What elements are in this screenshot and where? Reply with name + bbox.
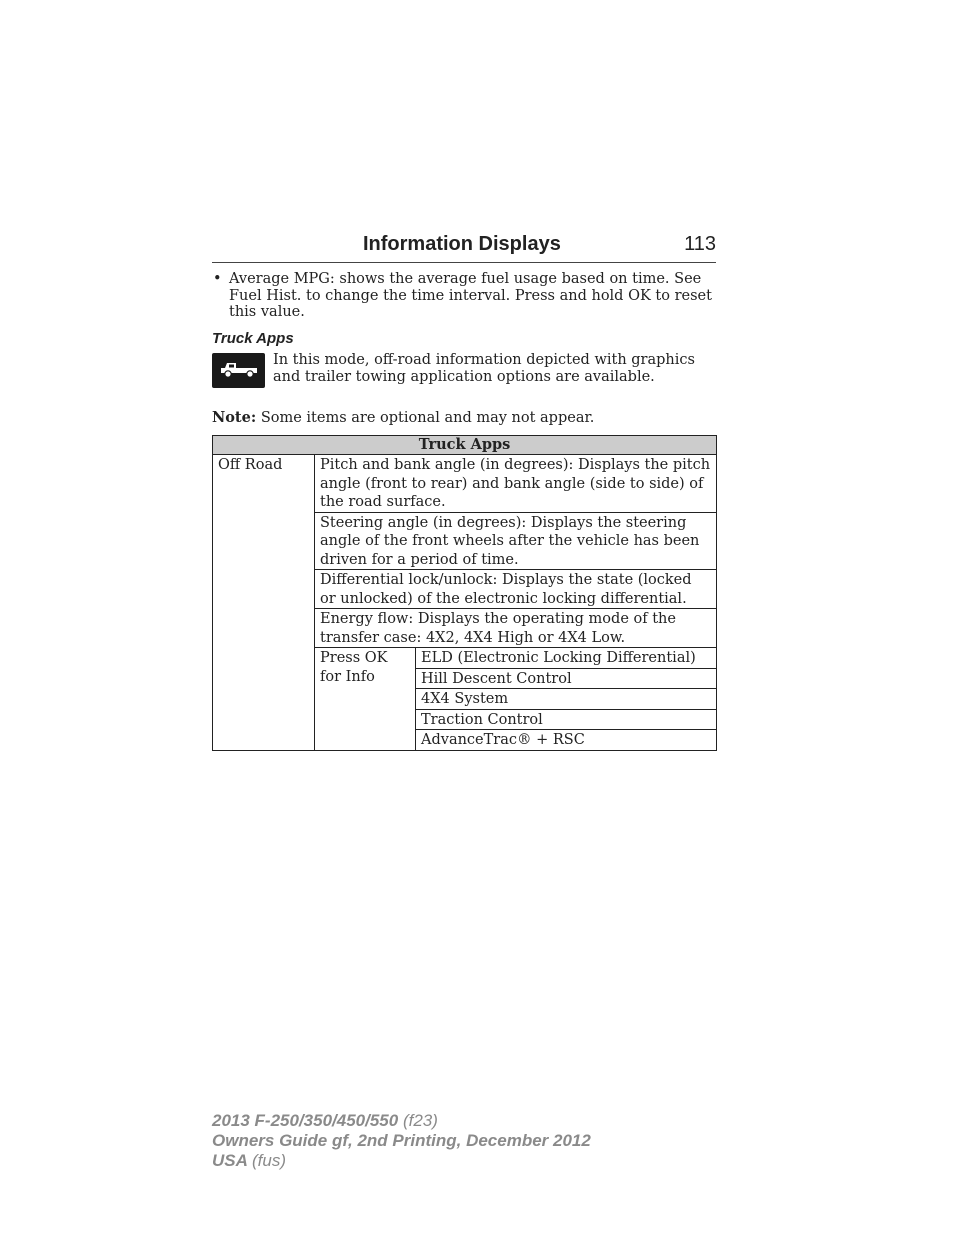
footer-line-3	[212, 1151, 591, 1171]
table-cell: Energy flow: Displays the operating mode of the transfer case: 4X2, 4X4 High or 4X4 Low.	[315, 609, 717, 648]
note-text: Some items are optional and may not appear.	[260, 409, 595, 426]
bullet-icon: •	[213, 271, 222, 287]
page-content	[212, 228, 716, 751]
footer-market-code: (fus)	[252, 1151, 286, 1170]
page-number: 113	[684, 233, 716, 255]
category-cell: Off Road	[213, 455, 315, 751]
table-cell: Differential lock/unlock: Displays the state (locked or unlocked) of the electronic locking differential.	[315, 570, 717, 609]
table-cell: Pitch and bank angle (in degrees): Displays the pitch angle (front to rear) and bank angle (side to side) of the road surface.	[315, 455, 717, 513]
footer-market: USA	[212, 1151, 248, 1170]
table-cell: 4X4 System	[416, 689, 717, 710]
page-footer	[212, 1111, 591, 1171]
truck-apps-mode	[212, 352, 716, 388]
footer-line-2: Owners Guide gf, 2nd Printing, December 2012	[212, 1131, 591, 1150]
note	[212, 409, 716, 427]
table-cell: Traction Control	[416, 709, 717, 730]
press-ok-cell: Press OK for Info	[315, 648, 416, 751]
table-cell: AdvanceTrac® + RSC	[416, 730, 717, 751]
table-cell: ELD (Electronic Locking Differential)	[416, 648, 717, 669]
footer-line-1	[212, 1111, 591, 1131]
bullet-list	[212, 271, 716, 321]
section-heading: Truck Apps	[212, 329, 294, 347]
truck-apps-table	[212, 435, 717, 751]
page-title: Information Displays	[363, 233, 561, 255]
table-cell: Hill Descent Control	[416, 668, 717, 689]
page-header	[212, 228, 716, 263]
footer-model: 2013 F-250/350/450/550	[212, 1111, 399, 1130]
table-header-row	[213, 435, 717, 455]
bullet-text: Average MPG: shows the average fuel usage based on time. See Fuel Hist. to change the time interval. Press and hold OK to reset this value.	[229, 271, 712, 320]
table-cell: Steering angle (in degrees): Displays the steering angle of the front wheels after the vehicle has been driven for a period of time.	[315, 512, 717, 570]
footer-model-code: (f23)	[402, 1111, 438, 1130]
table-header: Truck Apps	[213, 435, 717, 455]
mode-description: In this mode, off-road information depicted with graphics and trailer towing application options are available.	[273, 351, 695, 385]
note-label: Note:	[212, 408, 257, 426]
table-row	[213, 455, 717, 513]
list-item	[212, 271, 716, 321]
pickup-truck-icon	[212, 353, 265, 388]
